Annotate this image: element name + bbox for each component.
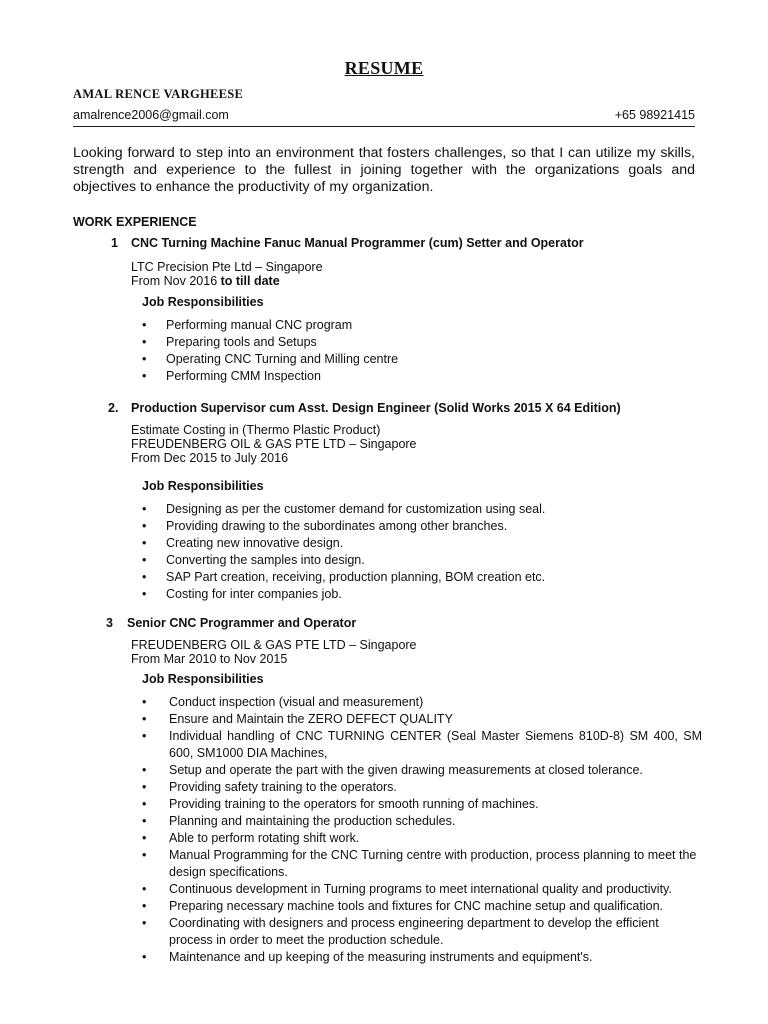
job-1-responsibilities-heading: Job Responsibilities — [142, 295, 264, 309]
list-item: • Performing CMM Inspection — [142, 369, 321, 383]
list-item: • Individual handling of CNC TURNING CENTER (Seal Master Siemens 810D-8) SM 400, SM 600, SM1000 DIA Machines, — [142, 729, 702, 760]
list-item: • Creating new innovative design. — [142, 536, 344, 550]
list-item: • Setup and operate the part with the given drawing measurements at closed tolerance. — [142, 763, 643, 777]
job-1-responsibilities-list — [142, 317, 702, 385]
job-3-number: 3 — [106, 616, 113, 630]
job-2-number: 2. — [108, 401, 119, 415]
list-item: • Providing drawing to the subordinates among other branches. — [142, 519, 508, 533]
candidate-name: AMAL RENCE VARGHEESE — [73, 87, 244, 101]
job-1-dates — [131, 274, 280, 288]
contact-line — [73, 108, 695, 127]
job-2-company: FREUDENBERG OIL & GAS PTE LTD – Singapore — [131, 437, 417, 451]
job-1-title: CNC Turning Machine Fanuc Manual Programmer (cum) Setter and Operator — [131, 236, 584, 250]
job-3-company: FREUDENBERG OIL & GAS PTE LTD – Singapore — [131, 638, 417, 652]
list-item: • SAP Part creation, receiving, production planning, BOM creation etc. — [142, 570, 546, 584]
job-3-responsibilities-list — [142, 694, 702, 966]
list-item: • Manual Programming for the CNC Turning centre with production, process planning to meet the design specifications. — [142, 848, 697, 879]
job-2-title: Production Supervisor cum Asst. Design Engineer (Solid Works 2015 X 64 Edition) — [131, 401, 621, 415]
list-item: • Continuous development in Turning programs to meet international quality and productivity. — [142, 882, 672, 896]
job-3-responsibilities-heading: Job Responsibilities — [142, 672, 264, 686]
job-1-number: 1 — [111, 236, 118, 250]
job-1-company: LTC Precision Pte Ltd – Singapore — [131, 260, 323, 274]
job-1-dates-prefix: From Nov 2016 — [131, 274, 221, 288]
email-text: amalrence2006@gmail.com — [73, 108, 229, 122]
list-item: • Maintenance and up keeping of the measuring instruments and equipment's. — [142, 950, 593, 964]
list-item: • Operating CNC Turning and Milling centre — [142, 352, 399, 366]
list-item: • Performing manual CNC program — [142, 318, 353, 332]
list-item: • Preparing necessary machine tools and fixtures for CNC machine setup and qualification. — [142, 899, 664, 913]
job-1-dates-bold: to till date — [220, 274, 280, 288]
list-item: • Designing as per the customer demand for customization using seal. — [142, 502, 546, 516]
list-item: • Able to perform rotating shift work. — [142, 831, 360, 845]
list-item: • Ensure and Maintain the ZERO DEFECT QUALITY — [142, 712, 453, 726]
list-item: • Planning and maintaining the production schedules. — [142, 814, 456, 828]
list-item: • Providing training to the operators for smooth running of machines. — [142, 797, 539, 811]
list-item: • Conduct inspection (visual and measurement) — [142, 695, 424, 709]
job-2-responsibilities-list — [142, 501, 702, 603]
job-3-dates: From Mar 2010 to Nov 2015 — [131, 652, 288, 666]
list-item: • Coordinating with designers and process engineering department to develop the efficient process in order to meet the production schedule. — [142, 916, 659, 947]
job-2-costing-line: Estimate Costing in (Thermo Plastic Product) — [131, 423, 381, 437]
objective-paragraph: Looking forward to step into an environment that fosters challenges, so that I can utilize my skills, strength and experience to the fullest in joining together with the organizations goals and objectives to enhance the productivity of my organization. — [73, 145, 695, 195]
job-3-title: Senior CNC Programmer and Operator — [127, 616, 357, 630]
page-title: RESUME — [344, 58, 424, 78]
list-item: • Costing for inter companies job. — [142, 587, 342, 601]
list-item: • Preparing tools and Setups — [142, 335, 317, 349]
phone-text: +65 98921415 — [614, 108, 695, 122]
list-item: • Providing safety training to the operators. — [142, 780, 397, 794]
list-item: • Converting the samples into design. — [142, 553, 365, 567]
job-2-responsibilities-heading: Job Responsibilities — [142, 479, 264, 493]
work-experience-heading: WORK EXPERIENCE — [73, 215, 197, 229]
job-2-dates: From Dec 2015 to July 2016 — [131, 451, 289, 465]
